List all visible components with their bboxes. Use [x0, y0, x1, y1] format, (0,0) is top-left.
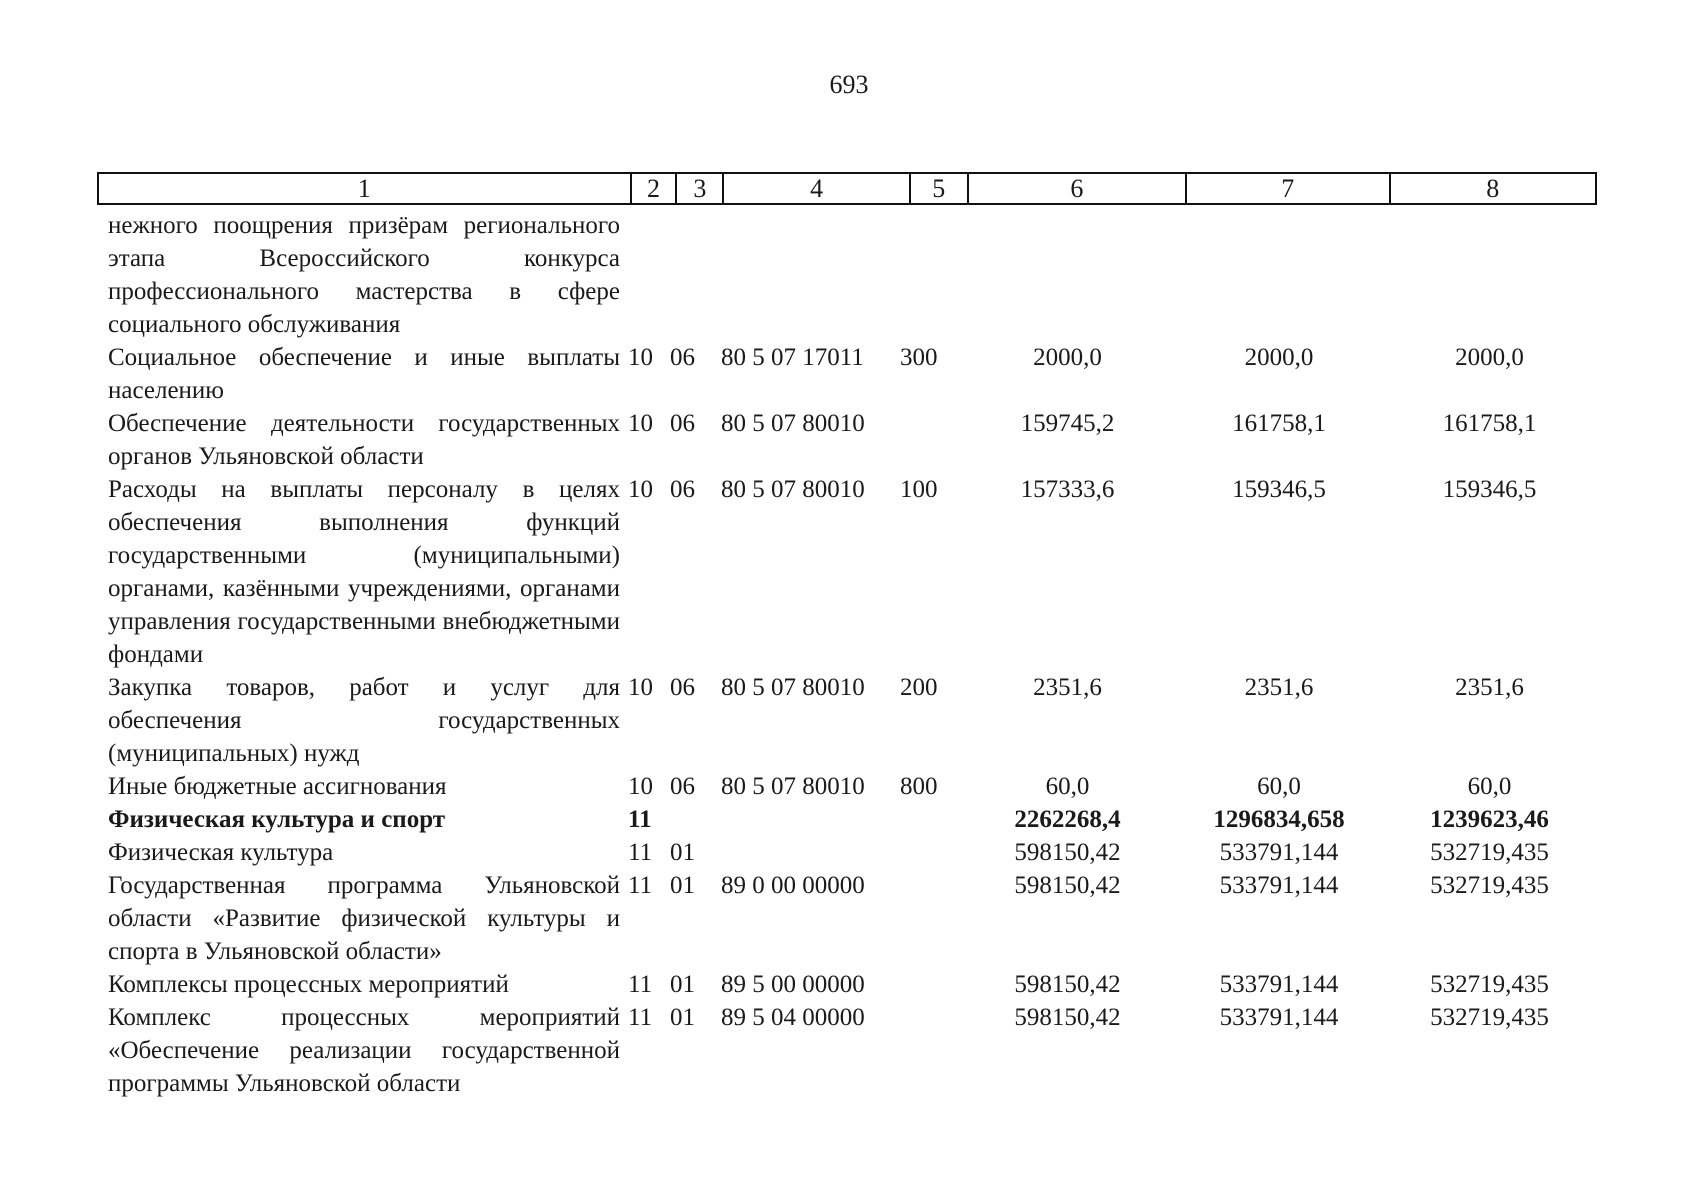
- row-value-2024: 2351,6: [1033, 674, 1102, 701]
- row-section: 11: [628, 839, 653, 866]
- row-value-2025: 533791,144: [1219, 872, 1339, 899]
- row-expense-type: [900, 407, 958, 473]
- table-row: [108, 341, 1598, 407]
- row-name: Комплексы процессных мероприятий: [108, 971, 509, 998]
- table-row: [108, 803, 1598, 836]
- table-row: [108, 836, 1598, 869]
- row-name: Государственная программа Ульяновской области «Развитие физической культуры и спорта в Ульяновской области»: [108, 872, 620, 965]
- table-row: [108, 671, 1598, 770]
- row-target-article: 80 5 07 80010: [721, 674, 865, 701]
- row-expense-type: [900, 869, 958, 968]
- header-col-3: 3: [677, 174, 724, 203]
- row-value-2025: 2351,6: [1244, 674, 1314, 701]
- row-name: Расходы на выплаты персоналу в целях обеспечения выполнения функций государственными (муниципальными) органами, казёнными учреждениями, органами управления государственными внебюджетными фондами: [108, 476, 620, 668]
- row-value-2026: 532719,435: [1430, 872, 1549, 899]
- row-section: 11: [628, 872, 653, 899]
- row-value-2024: 598150,42: [1014, 872, 1121, 899]
- row-expense-type: [900, 836, 958, 869]
- row-subsection: 01: [670, 872, 695, 899]
- row-expense-type: [900, 803, 958, 836]
- row-name: Физическая культура: [108, 839, 334, 866]
- table-row: [108, 473, 1598, 671]
- row-value-2026: [1381, 209, 1598, 341]
- header-col-6: 6: [969, 174, 1187, 203]
- row-subsection: 06: [670, 344, 695, 371]
- table-row: [108, 968, 1598, 1001]
- row-subsection: 01: [670, 839, 695, 866]
- row-expense-type: 300: [900, 344, 938, 371]
- row-value-2024: 598150,42: [1014, 1004, 1121, 1031]
- row-target-article: 80 5 07 17011: [721, 344, 864, 371]
- page-number: 693: [829, 70, 869, 99]
- row-value-2026: 532719,435: [1430, 971, 1549, 998]
- row-expense-type: 800: [900, 773, 938, 800]
- row-section: 10: [628, 773, 653, 800]
- table-row: [108, 209, 1598, 341]
- row-value-2026: 159346,5: [1442, 476, 1537, 503]
- row-target-article: 80 5 07 80010: [721, 773, 865, 800]
- row-expense-type: 200: [900, 674, 938, 701]
- row-value-2026: 161758,1: [1442, 410, 1537, 437]
- row-value-2024: 2262268,4: [1014, 806, 1121, 833]
- row-target-article: [713, 803, 900, 836]
- row-subsection: [666, 209, 713, 341]
- row-value-2024: 2000,0: [1033, 344, 1102, 371]
- row-value-2025: 533791,144: [1219, 971, 1339, 998]
- header-col-2: 2: [632, 174, 678, 203]
- row-value-2026: 532719,435: [1430, 1004, 1549, 1031]
- row-value-2024: 159745,2: [1020, 410, 1115, 437]
- header-col-8: 8: [1486, 174, 1500, 203]
- header-col-5: 5: [911, 174, 969, 203]
- row-section: 10: [628, 476, 653, 503]
- row-section: 10: [628, 344, 653, 371]
- row-expense-type: [900, 209, 958, 341]
- row-value-2024: 157333,6: [1020, 476, 1115, 503]
- row-target-article: 80 5 07 80010: [721, 410, 865, 437]
- row-target-article: 89 5 00 00000: [721, 971, 865, 998]
- row-target-article: 89 0 00 00000: [721, 872, 865, 899]
- row-name: Физическая культура и спорт: [108, 806, 446, 833]
- row-target-article: 80 5 07 80010: [721, 476, 865, 503]
- header-col-1: 1: [99, 174, 632, 203]
- table-row: [108, 1001, 1598, 1100]
- row-name: нежного поощрения призёрам регионального этапа Всероссийского конкурса профессионального мастерства в сфере социального обслуживания: [108, 212, 620, 338]
- row-value-2025: 161758,1: [1232, 410, 1326, 437]
- row-subsection: [666, 803, 713, 836]
- row-value-2025: 159346,5: [1232, 476, 1326, 503]
- row-expense-type: 100: [900, 476, 938, 503]
- row-value-2024: 598150,42: [1014, 839, 1121, 866]
- table-row: [108, 407, 1598, 473]
- row-name: Обеспечение деятельности государственных органов Ульяновской области: [108, 410, 620, 470]
- row-value-2026: 2351,6: [1455, 674, 1524, 701]
- row-value-2025: 2000,0: [1244, 344, 1314, 371]
- row-name: Иные бюджетные ассигнования: [108, 773, 447, 800]
- row-subsection: 06: [670, 476, 695, 503]
- row-expense-type: [900, 1001, 958, 1100]
- row-value-2024: 598150,42: [1014, 971, 1121, 998]
- row-section: 11: [628, 806, 652, 833]
- row-value-2025: 60,0: [1257, 773, 1301, 800]
- row-section: 11: [628, 971, 653, 998]
- table-row: [108, 770, 1598, 803]
- header-col-4: 4: [724, 174, 911, 203]
- row-target-article: 89 5 04 00000: [721, 1004, 865, 1031]
- row-name: Комплекс процессных мероприятий «Обеспечение реализации государственной программы Ульяновской области: [108, 1004, 620, 1097]
- row-subsection: 06: [670, 674, 695, 701]
- row-section: [620, 209, 666, 341]
- row-value-2026: 60,0: [1467, 773, 1512, 800]
- header-col-7: 7: [1187, 174, 1390, 203]
- row-name: Закупка товаров, работ и услуг для обеспечения государственных (муниципальных) нужд: [108, 674, 620, 767]
- row-value-2026: 532719,435: [1430, 839, 1549, 866]
- table-header: [97, 172, 1597, 205]
- row-target-article: [713, 836, 900, 869]
- row-subsection: 01: [670, 971, 695, 998]
- row-value-2026: 1239623,46: [1430, 806, 1549, 833]
- row-target-article: [713, 209, 900, 341]
- row-value-2025: 533791,144: [1219, 1004, 1339, 1031]
- row-subsection: 06: [670, 773, 695, 800]
- row-value-2025: 1296834,658: [1213, 806, 1345, 833]
- budget-table: [108, 209, 1598, 1100]
- row-subsection: 06: [670, 410, 695, 437]
- row-section: 10: [628, 674, 653, 701]
- row-value-2024: [958, 209, 1177, 341]
- row-name: Социальное обеспечение и иные выплаты населению: [108, 344, 620, 404]
- row-value-2025: [1177, 209, 1381, 341]
- row-value-2026: 2000,0: [1455, 344, 1524, 371]
- row-value-2025: 533791,144: [1219, 839, 1339, 866]
- row-subsection: 01: [670, 1004, 695, 1031]
- row-section: 10: [628, 410, 653, 437]
- row-section: 11: [628, 1004, 653, 1031]
- table-row: [108, 869, 1598, 968]
- row-value-2024: 60,0: [1045, 773, 1090, 800]
- row-expense-type: [900, 968, 958, 1001]
